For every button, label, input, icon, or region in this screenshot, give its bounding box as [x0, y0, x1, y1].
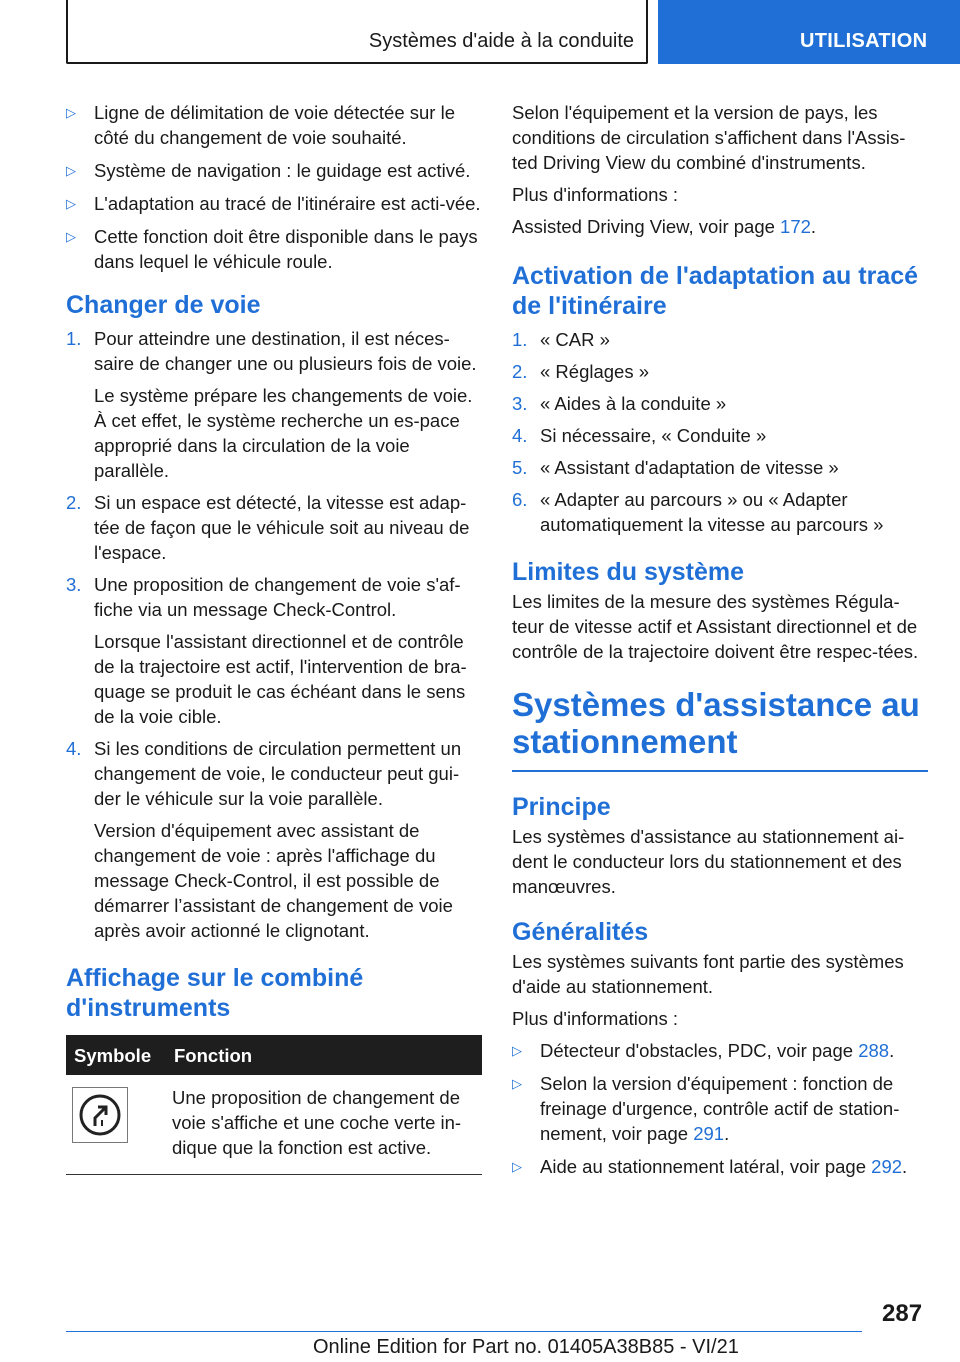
table-header-symbol: Symbole [66, 1035, 166, 1075]
step-number: 2. [512, 361, 528, 382]
step-text: Si un espace est détecté, la vitesse est adap-tée de façon que le véhicule soit au niveau de l'espace. [94, 492, 470, 563]
numbered-step: 2. « Réglages » [512, 361, 650, 382]
step-number: 2. [66, 492, 82, 513]
section-rule [512, 770, 928, 772]
list-item: ▷ Détecteur d'obstacles, PDC, voir page 288. [512, 1040, 895, 1061]
page-link[interactable]: 172 [780, 216, 811, 237]
bullet-icon: ▷ [512, 1159, 522, 1174]
numbered-step: 3. « Aides à la conduite » [512, 393, 727, 414]
table-row [66, 1075, 482, 1175]
page-number: 287 [882, 1300, 923, 1327]
numbered-step: 6. « Adapter au parcours » ou « Adapter automatiquement la vitesse au parcours » [512, 489, 884, 535]
footer-edition: Online Edition for Part no. 01405A38B85 - VI/21 [313, 1336, 739, 1358]
header-chapter-title: UTILISATION [800, 30, 928, 52]
step-number: 4. [66, 738, 82, 759]
numbered-step: 5. « Assistant d'adaptation de vitesse » [512, 457, 839, 478]
heading-principle: Principe [512, 793, 611, 821]
step-number: 5. [512, 457, 528, 478]
step-subtext: Le système prépare les changements de voie. À cet effet, le système recherche un es-pace approprié dans la circulation de la voie parallèle. [94, 385, 473, 481]
bullet-icon: ▷ [512, 1043, 522, 1058]
list-item: ▷ L'adaptation au tracé de l'itinéraire est acti-vée. [66, 193, 481, 214]
numbered-step [66, 572, 482, 729]
list-item: ▷ Aide au stationnement latéral, voir page 292. [512, 1156, 908, 1177]
bullet-icon: ▷ [512, 1076, 522, 1091]
bullet-icon: ▷ [66, 196, 76, 211]
step-text: Une proposition de changement de voie s'af-fiche via un message Check-Control. [94, 574, 461, 620]
paragraph: Plus d'informations : [512, 1008, 678, 1029]
bullet-icon: ▷ [66, 163, 76, 178]
heading-cluster-display: Affichage sur le combiné d'instruments [66, 964, 364, 1022]
step-number: 3. [66, 574, 82, 595]
step-number: 3. [512, 393, 528, 414]
step-number: 1. [512, 329, 528, 350]
heading-change-lane: Changer de voie [66, 291, 261, 319]
page-link[interactable]: 291 [693, 1123, 725, 1144]
step-number: 4. [512, 425, 528, 446]
paragraph: Les limites de la mesure des systèmes Régula-teur de vitesse actif et Assistant directionnel et de contrôle de la trajectoire doivent être respec-tées. [512, 591, 919, 662]
table-cell-function: Une proposition de changement de voie s'affiche et une coche verte in-dique que la fonction est active. [166, 1075, 482, 1175]
table-cell-symbol [66, 1075, 166, 1175]
cross-reference: Assisted Driving View, voir page 172. [512, 216, 817, 237]
header-section-box [66, 0, 648, 64]
step-number: 6. [512, 489, 528, 510]
page-link[interactable]: 288 [858, 1040, 890, 1061]
heading-activation: Activation de l'adaptation au tracé de l'itinéraire [512, 262, 919, 320]
step-text: Si les conditions de circulation permettent un changement de voie, le conducteur peut gui-der le véhicule sur la voie parallèle. [94, 738, 462, 809]
footer-rule [66, 1331, 862, 1332]
bullet-icon: ▷ [66, 229, 76, 244]
numbered-step: 1. « CAR » [512, 329, 610, 350]
numbered-step: 4. Si nécessaire, « Conduite » [512, 425, 767, 446]
step-text: Pour atteindre une destination, il est néces-saire de changer une ou plusieurs fois de voie. [94, 328, 477, 374]
page-link[interactable]: 292 [871, 1156, 903, 1177]
step-number: 1. [66, 328, 82, 349]
heading-general: Généralités [512, 918, 649, 946]
heading-parking-systems: Systèmes d'assistance au stationnement [512, 686, 920, 760]
list-item: ▷ Système de navigation : le guidage est activé. [66, 160, 471, 181]
paragraph: Les systèmes d'assistance au stationnement ai-dent le conducteur lors du stationnement et des manœuvres. [512, 826, 905, 897]
list-item: ▷ Ligne de délimitation de voie détectée sur le côté du changement de voie souhaité. [66, 102, 455, 148]
right-column [512, 100, 928, 1187]
paragraph: Selon l'équipement et la version de pays, les conditions de circulation s'affichent dans l'Assis-ted Driving View du combiné d'instruments. [512, 102, 906, 173]
numbered-step [66, 736, 482, 943]
paragraph: Les systèmes suivants font partie des systèmes d'aide au stationnement. [512, 951, 904, 997]
step-subtext: Lorsque l'assistant directionnel et de contrôle de la trajectoire est actif, l'intervention de bra-quage se produit le cas échéant dans le sens de la voie cible. [94, 631, 467, 727]
numbered-step [66, 326, 482, 483]
lane-change-arrow-icon [72, 1087, 128, 1143]
paragraph: Plus d'informations : [512, 184, 678, 205]
bullet-icon: ▷ [66, 105, 76, 120]
list-item: ▷ Cette fonction doit être disponible dans le pays dans lequel le véhicule roule. [66, 226, 478, 272]
numbered-step [66, 490, 482, 565]
symbol-table [66, 1035, 482, 1175]
header-section-title: Systèmes d'aide à la conduite [368, 30, 634, 52]
step-subtext: Version d'équipement avec assistant de changement de voie : après l'affichage du message Check-Control, il est possible de démarrer l’assistant de changement de voie après avoir actionné le clignotant. [94, 820, 453, 941]
heading-limits: Limites du système [512, 558, 745, 586]
left-column [66, 100, 482, 1175]
list-item: ▷ Selon la version d'équipement : fonction de freinage d'urgence, contrôle actif de station-nement, voir page 291. [512, 1073, 900, 1144]
table-header-function: Fonction [166, 1035, 482, 1075]
header-chapter-tab [658, 0, 960, 64]
